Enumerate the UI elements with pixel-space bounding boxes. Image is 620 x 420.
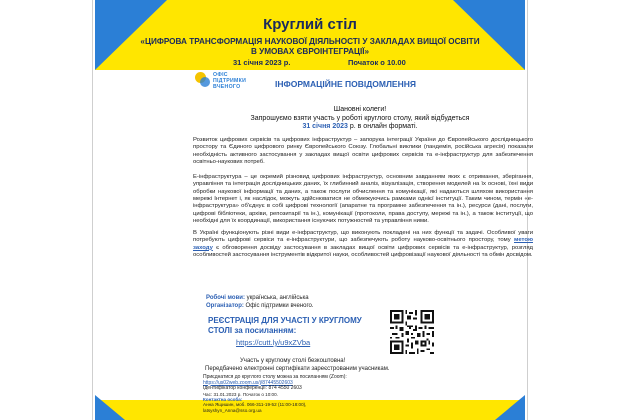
certificate-note: Передбачено електронні сертифікати зареєстрованим учасникам. bbox=[205, 366, 390, 372]
paragraph-3: В Україні функціонують різні види е-інфраструктур, що виконують покладені на них функції та задачі. Особливої уваги потребують цифрові сервіси та е-інфраструктури, що забезпечують роботу науково-освітнього простору, тому метою заходу є обговорення досвіду застосування в закладах вищої освіти цифрових сервісів та е-інфраструктур, розгляд особливостей застосування інструментів відкритої науки, особливостей цифровізації наукової діяльності та обмін досвідом. bbox=[193, 230, 533, 259]
goal-highlight: метою заходу bbox=[193, 237, 533, 251]
contact-info bbox=[203, 392, 393, 413]
header-triangle-right bbox=[453, 0, 525, 70]
free-participation-note: Участь у круглому столі безкоштовна! bbox=[240, 358, 346, 364]
logo-text: ОФІС ПІДТРИМКИ ВЧЕНОГО bbox=[213, 72, 247, 90]
greeting: Шановні колеги! Запрошуємо взяти участь у роботі круглого столу, який відбудеться 31 січня 2023 р. в онлайн форматі. bbox=[250, 106, 470, 130]
event-details: Робочі мови: українська, англійська Організатор: Офіс підтримки вченого. bbox=[206, 295, 314, 309]
zoom-link[interactable]: https://us02web.zoom.us/j/87445502603 bbox=[203, 379, 293, 386]
qr-code-icon[interactable] bbox=[388, 308, 436, 356]
conference-time: Час: 31.01.2023 р. Початок о 10:00. bbox=[203, 392, 278, 397]
event-date: 31 січня 2023 р. bbox=[233, 58, 291, 67]
footer-triangle-left bbox=[95, 395, 125, 420]
contact-person: Анна Ящишин, моб. 066-311-19-52 (11:00-18:00), bbox=[203, 402, 307, 408]
registration-link[interactable]: https://cutt.ly/u9xZVba bbox=[236, 338, 311, 347]
event-subtitle: «ЦИФРОВА ТРАНСФОРМАЦІЯ НАУКОВОЇ ДІЯЛЬНОСТІ У ЗАКЛАДАХ ВИЩОЇ ОСВІТИ В УМОВАХ ЄВРОІНТЕГРАЦІЇ» bbox=[140, 37, 480, 56]
registration-heading: РЕЄСТРАЦІЯ ДЛЯ УЧАСТІ У КРУГЛОМУ СТОЛІ за посиланням: bbox=[208, 316, 362, 335]
conference-info bbox=[203, 385, 302, 392]
info-heading: ІНФОРМАЦІЙНЕ ПОВІДОМЛЕННЯ bbox=[275, 79, 416, 89]
zoom-info: Приєднатися до круглого столу можна за посиланням (Zoom): https://us02web.zoom.us/j/87445502603 bbox=[203, 374, 347, 386]
page-title: Круглий стіл bbox=[263, 16, 357, 33]
footer-triangle-right bbox=[495, 395, 525, 420]
event-time: Початок о 10.00 bbox=[348, 58, 406, 67]
conference-id: Ідентифікатор конференції: 874 4550 2603 bbox=[203, 385, 302, 391]
organizer-logo bbox=[195, 72, 255, 98]
greeting-date: 31 січня 2023 bbox=[302, 123, 348, 130]
contact-email[interactable]: latsyshyn_Anna@sso.org.ua bbox=[203, 407, 262, 413]
header-triangle-left bbox=[95, 0, 167, 70]
contact-label: Контактна особа: bbox=[203, 397, 243, 403]
paragraph-2: Е-інфраструктура – це окремий різновид цифрових інфраструктур, основним завданням яких є отримання, зберігання, управління та інтеграція дослідницьких даних, їх глибинний аналіз, візуалізація, створення моделей на їх основі, їхні види обробки наукової інформації та даних, а також послуги обчислення та комунікації, які надаються шляхом використання мережі Інтернет і, як наслідок, можуть здійснюватися не обмежуючись рамками однієї інституції. Таким чином, термін «е-інфраструктура» об'єднує в собі цифрові технології (апаратне та програмне забезпечення та ін.), ресурси (дані, послуги, цифрові бібліотеки, архіви, репозитарії та ін.), комунікації (протоколи, права доступу, мережі та ін.), а також інституції, що необхідні для їх координації, використання існуючих потужностей та управління ними. bbox=[193, 174, 533, 225]
paragraph-1: Розвиток цифрових сервісів та цифрових інфраструктур – запорука інтеграції України до Європейського дослідницького простору та Єдиного цифрового ринку Європейського Союзу. Глобальні виклики (пандемія, російська агресія) показали необхідність активного застосування у закладах вищої освіти цифрових сервісів та е-інфраструктур для забезпечення освітньо-наукових потреб. bbox=[193, 137, 533, 166]
logo-circle-icon bbox=[200, 77, 210, 87]
